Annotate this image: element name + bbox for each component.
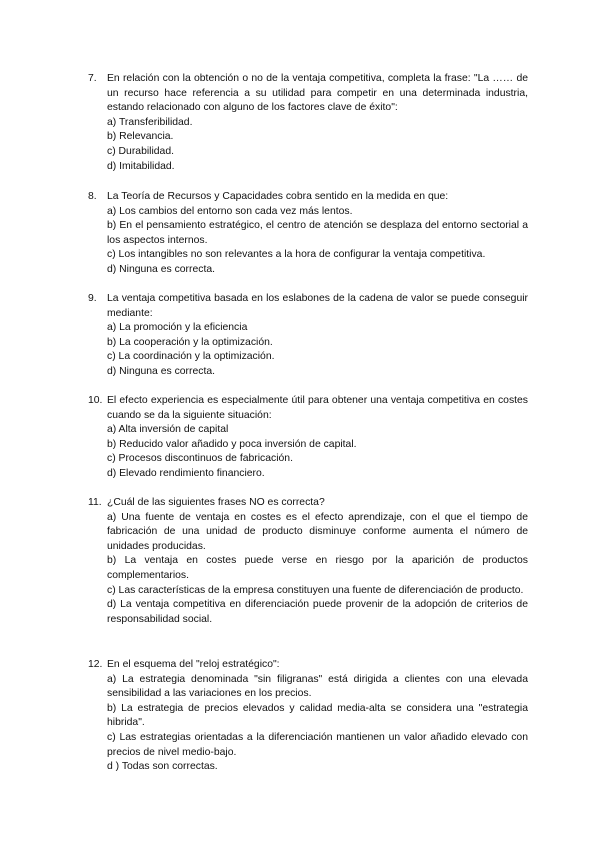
question-number: 7. [88, 73, 97, 84]
option-c: c) Las características de la empresa constituyen una fuente de diferenciación de producto. [107, 584, 524, 596]
question-text: En el esquema del "reloj estratégico": [107, 659, 280, 670]
question-number: 8. [88, 191, 97, 202]
question-text: ¿Cuál de las siguientes frases NO es correcta? [107, 497, 325, 508]
option-b: b) La cooperación y la optimización. [107, 336, 273, 348]
question-text: El efecto experiencia es especialmente útil para obtener una ventaja competitiva en costes cuando se da la siguiente situación: [107, 395, 528, 421]
option-b: b) Relevancia. [107, 131, 174, 143]
option-a: a) Transferibilidad. [107, 116, 193, 128]
option-c: c) Procesos discontinuos de fabricación. [107, 453, 293, 465]
option-d: d) Elevado rendimiento financiero. [107, 467, 265, 479]
option-b: b) La ventaja en costes puede verse en riesgo por la aparición de productos complementarios. [107, 555, 528, 581]
question-8 [88, 190, 528, 278]
option-c: c) Los intangibles no son relevantes a la hora de configurar la ventaja competitiva. [107, 249, 486, 261]
question-number: 10. [88, 395, 103, 406]
option-d: d) Imitabilidad. [107, 160, 175, 172]
question-number: 12. [88, 659, 103, 670]
question-text: La Teoría de Recursos y Capacidades cobra sentido en la medida en que: [107, 191, 449, 202]
option-d: d) Ninguna es correcta. [107, 263, 216, 275]
question-10 [88, 394, 528, 482]
option-a: a) La promoción y la eficiencia [107, 322, 248, 334]
question-text: La ventaja competitiva basada en los eslabones de la cadena de valor se puede conseguir mediante: [107, 293, 528, 319]
option-a: a) La estrategia denominada "sin filigranas" está dirigida a clientes con una elevada sensibilidad a las variaciones en los precios. [107, 673, 528, 700]
question-number: 11. [88, 497, 102, 508]
option-a: a) Alta inversión de capital [107, 424, 229, 436]
question-9 [88, 292, 528, 380]
question-7 [88, 72, 528, 174]
question-12 [88, 658, 528, 775]
question-number: 9. [88, 293, 97, 304]
question-text: En relación con la obtención o no de la ventaja competitiva, completa la frase: "La …… de un recurso hace referencia a su utilidad para competir en una determinada industria, estando relacionado con alguno de los factores clave de éxito": [107, 73, 528, 114]
option-b: b) En el pensamiento estratégico, el centro de atención se desplaza del entorno sectorial a los aspectos internos. [107, 220, 528, 246]
option-b: b) La estrategia de precios elevados y calidad media-alta se considera una "estrategia hibrida". [107, 702, 528, 729]
option-a: a) Una fuente de ventaja en costes es el efecto aprendizaje, con el que el tiempo de fabricación de una unidad de producto disminuye conforme aumenta el número de unidades producidas. [107, 511, 528, 552]
option-d: d) La ventaja competitiva en diferenciación puede provenir de la adopción de criterios de responsabilidad social. [107, 599, 528, 625]
question-11 [88, 496, 528, 627]
option-b: b) Reducido valor añadido y poca inversión de capital. [107, 438, 357, 450]
option-a: a) Los cambios del entorno son cada vez más lentos. [107, 205, 353, 217]
option-c: c) Las estrategias orientadas a la diferenciación mantienen un valor añadido elevado con precios de nivel medio-bajo. [107, 731, 528, 758]
option-d: d) Ninguna es correcta. [107, 365, 216, 377]
option-c: c) La coordinación y la optimización. [107, 351, 275, 363]
option-c: c) Durabilidad. [107, 145, 174, 157]
option-d: d ) Todas son correctas. [107, 761, 218, 773]
